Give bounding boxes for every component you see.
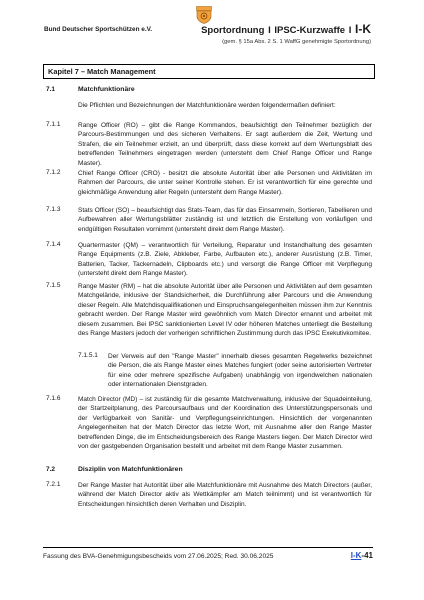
title-part: IPSC-Kurzwaffe <box>274 25 346 36</box>
page-number <box>351 551 373 560</box>
item-text: Der Range Master hat Autorität über alle Matchfunktionäre mit Ausnahme des Match Directors (außer, während der Match Director aktiv als Wettkämpfer am Match teilnimmt) und ist verantwortlich für Entscheidungen hinsichtlich deren Verhalten und Disziplin. <box>78 482 372 508</box>
page-code: I-K <box>350 551 362 560</box>
page-number-value: 41 <box>364 551 373 560</box>
title-separator-2: I <box>348 25 352 36</box>
chapter-title: Kapitel 7 – Match Management <box>48 67 156 76</box>
footer-text: Fassung des BVA-Genehmigungsbescheids vom 27.06.2025; Red. 30.06.2025 <box>43 553 274 560</box>
document-subtitle: (gem. § 15a Abs. 2 S. 1 WaffG genehmigte Sportordnung) <box>222 39 371 45</box>
footer-divider <box>43 547 373 548</box>
chapter-heading-box <box>43 64 375 79</box>
subitem-number: 7.1.5.1 <box>78 352 98 359</box>
item-number: 7.1.6 <box>46 395 61 402</box>
page-separator: - <box>361 551 365 560</box>
subitem-text: Der Verweis auf den "Range Master" innerhalb dieses gesamten Regelwerks bezeichnet die Person, die als Range Master eines Matches fungiert (oder seine autorisierten Vertreter für eine oder mehrere spezifische Aufgaben) unabhängig von irgendwelchen nationalen oder internationalen Dienstgraden. <box>108 353 372 389</box>
item-number: 7.1.2 <box>46 169 61 176</box>
item-number: 7.2.1 <box>46 481 61 488</box>
item-number: 7.1.4 <box>46 241 61 248</box>
title-main: Sportordnung <box>201 25 265 36</box>
item-text: Range Master (RM) – hat die absolute Autorität über alle Personen und Aktivitäten auf dem gesamten Matchgelände, inklusive der Standsicherheit, die Durchführung aller Parcours und die Anwendung dieser Regeln. Alle Matchdisqualifikationen und Einspruchsangelegenheiten müssen ihm zur Kenntnis gebracht werden. Der Range Master wird gewöhnlich vom Match Director ernannt und arbeitet mit diesem zusammen. Bei IPSC sanktionierten Level IV oder höheren Matches unterliegt die Bestellung des Range Masters jedoch der vorherigen schriftlichen Zustimmung durch das IPSC Exekutivkomitee. <box>78 283 372 338</box>
document-title <box>201 22 371 36</box>
item-number: 7.1.1 <box>46 121 61 128</box>
section-title: Disziplin von Matchfunktionären <box>78 466 183 473</box>
item-text: Chief Range Officer (CRO) - besitzt die absolute Autorität über alle Personen und Aktivitäten im Rahmen der Parcours, die unter seiner Kontrolle stehen. Er ist verantwortlich für eine gerechte und gleichmäßige Anwendung aller Regeln (untersteht dem Range Master). <box>78 170 372 196</box>
item-text: Match Director (MD) – ist zuständig für die gesamte Matchverwaltung, inklusive der Squadeinteilung, der Startzeitplanung, des Parcoursaufbaus und der Koordination des Unterstützungspersonals und der Verfügbarkeit von Sanitär- und Verpflegungseinrichtungen. Hinsichtlich der vorgenannten Angelegenheiten hat der Match Director das letzte Wort, mit Ausnahme aller den Range Master betreffenden Dinge, die im Entscheidungsbereich des Range Masters liegen. Der Match Director wird von der gastgebenden Organisation bestellt und arbeitet mit dem Range Master zusammen. <box>78 396 372 451</box>
item-text: Stats Officer (SO) – beaufsichtigt das Stats-Team, das für das Einsammeln, Sortieren, Tabellieren und Aufbewahren aller Wertungsblätter zuständig ist und letztlich die Erstellung von vorläufigen und endgültigen Resultaten vornimmt (untersteht direkt dem Range Master). <box>78 207 372 233</box>
item-text: Quartermaster (QM) – verantwortlich für Verteilung, Reparatur und Instandhaltung des gesamten Range Equipments (z.B. Ziele, Abkleber, Farbe, Aufbauten etc.), anderer Ausrüstung (z.B. Timer, Batterien, Tacker, Tackernadeln, Clipboards etc.) und versorgt die Range Officer mit Verpflegung (untersteht direkt dem Range Master). <box>78 242 372 278</box>
section-number: 7.1 <box>46 86 56 93</box>
title-code: I-K <box>355 22 371 36</box>
organization-name: Bund Deutscher Sportschützen e.V. <box>44 26 153 33</box>
section-title: Matchfunktionäre <box>78 86 135 93</box>
item-text: Range Officer (RO) – gibt die Range Kommandos, beaufsichtigt den Teilnehmer bezüglich der Parcours-Bestimmungen und des sicheren Verhaltens. Er sagt außerdem die Zeit, Wertung und Strafen, die ein Teilnehmer erzielt, an und überprüft, dass diese korrekt auf dem Wertungsblatt des betreffenden Teilnehmers eingetragen werden (untersteht dem Chief Range Officer und Range Master). <box>78 122 372 167</box>
item-number: 7.1.5 <box>46 282 61 289</box>
title-separator: I <box>268 25 271 36</box>
section-intro: Die Pflichten und Bezeichnungen der Matchfunktionäre werden folgendermaßen definiert: <box>78 102 336 109</box>
section-number: 7.2 <box>46 466 56 473</box>
item-number: 7.1.3 <box>46 206 61 213</box>
